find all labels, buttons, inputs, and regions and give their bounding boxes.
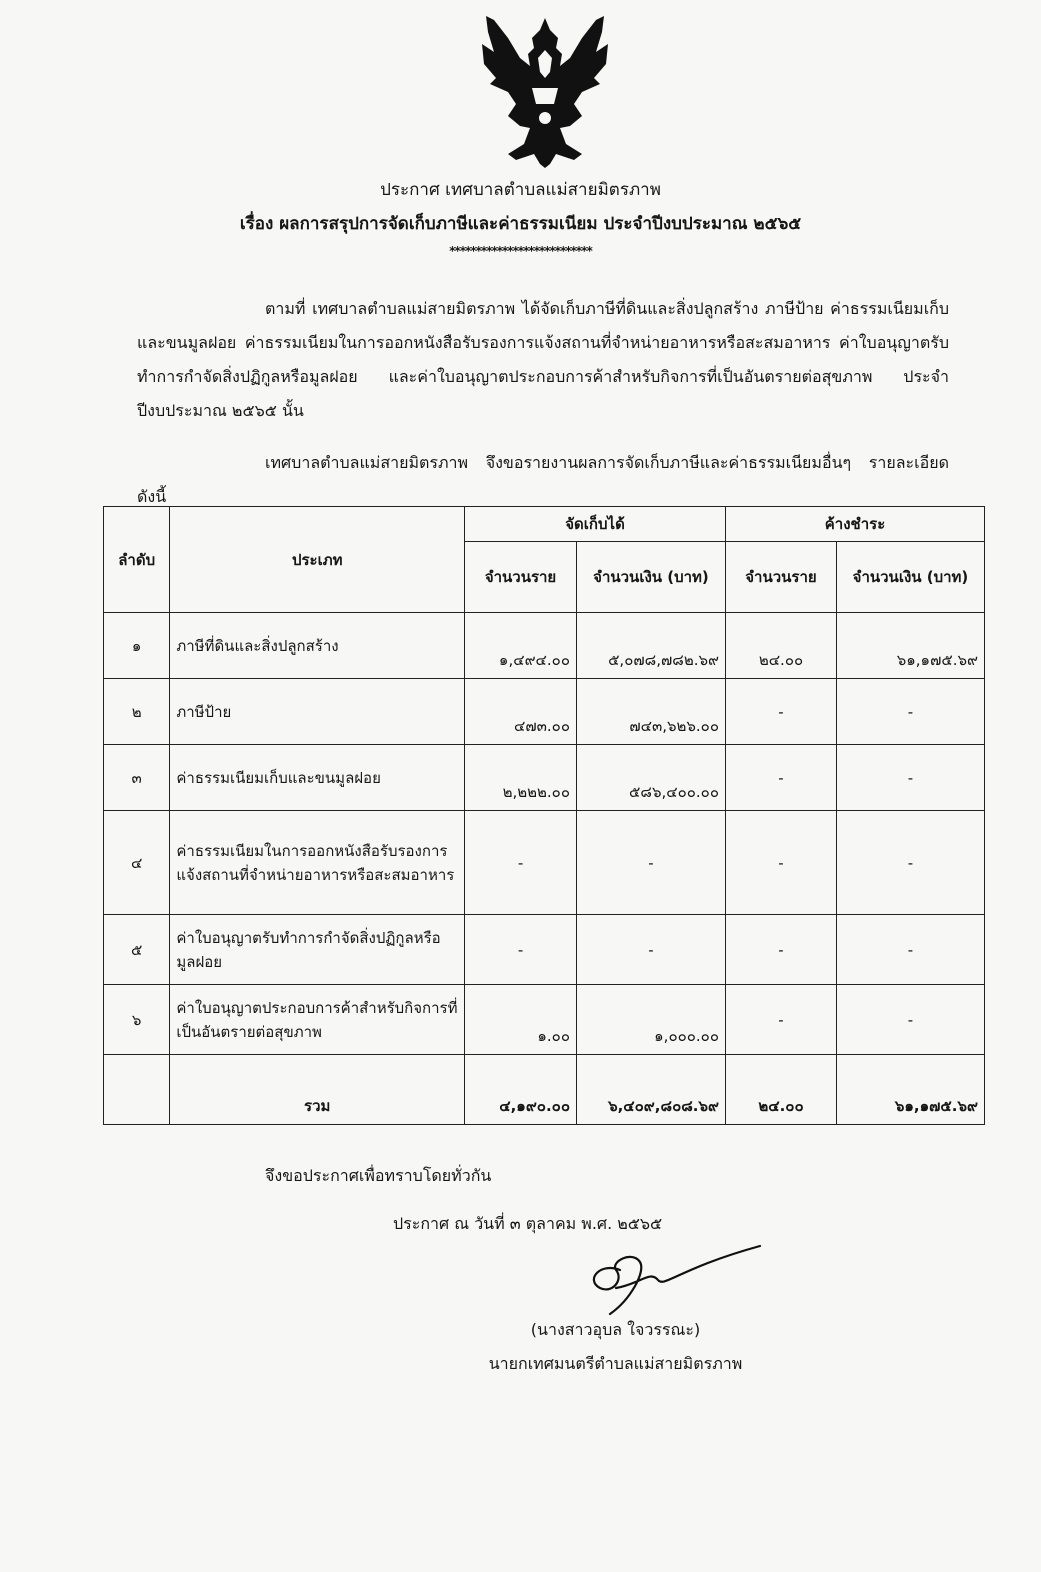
row-outstanding-amount: ๖๑,๑๗๕.๖๙ — [836, 613, 984, 679]
row-collected-amount: - — [576, 915, 725, 985]
announcement-date: ประกาศ ณ วันที่ ๓ ตุลาคม พ.ศ. ๒๕๖๕ — [393, 1214, 663, 1233]
closing-statement: จึงขอประกาศเพื่อทราบโดยทั่วกัน — [265, 1166, 492, 1185]
header-outstanding-amount: จำนวนเงิน (บาท) — [836, 542, 984, 613]
row-outstanding-amount: - — [836, 679, 984, 745]
announcement-title: ประกาศ เทศบาลตำบลแม่สายมิตรภาพ — [380, 180, 661, 200]
header-collected-amount: จำนวนเงิน (บาท) — [576, 542, 725, 613]
row-collected-count: ๑.๐๐ — [465, 985, 577, 1055]
header-collected: จัดเก็บได้ — [465, 507, 726, 542]
row-collected-amount: ๕๘๖,๔๐๐.๐๐ — [576, 745, 725, 811]
total-no — [104, 1055, 170, 1125]
table-row — [104, 613, 985, 679]
table-header-row — [104, 507, 985, 542]
row-outstanding-count: - — [726, 811, 837, 915]
intro-paragraph: ตามที่ เทศบาลตำบลแม่สายมิตรภาพ ได้จัดเก็บภาษีที่ดินและสิ่งปลูกสร้าง ภาษีป้าย ค่าธรรมเนียมเก็บและขนมูลฝอย ค่าธรรมเนียมในการออกหนังสือรับรองการแจ้งสถานที่จำหน่ายอาหารหรือสะสมอาหาร ค่าใบอนุญาตรับทำการกำจัดสิ่งปฏิกูลหรือมูลฝอย และค่าใบอนุญาตประกอบการค้าสำหรับกิจการที่เป็นอันตรายต่อสุขภาพ ประจำปีงบประมาณ ๒๕๖๕ นั้น — [137, 299, 949, 420]
header-outstanding-count: จำนวนราย — [726, 542, 837, 613]
signer-name: (นางสาวอุบล ใจวรรณะ) — [530, 1320, 701, 1339]
table-row — [104, 915, 985, 985]
signature — [580, 1240, 765, 1320]
row-no: ๖ — [104, 985, 170, 1055]
row-no: ๕ — [104, 915, 170, 985]
total-collected-amount: ๖,๔๐๙,๘๐๘.๖๙ — [576, 1055, 725, 1125]
row-collected-count: ๒,๒๒๒.๐๐ — [465, 745, 577, 811]
row-collected-count: ๔๗๓.๐๐ — [465, 679, 577, 745]
row-outstanding-amount: - — [836, 985, 984, 1055]
row-collected-count: - — [465, 811, 577, 915]
row-no: ๓ — [104, 745, 170, 811]
row-type: ภาษีป้าย — [170, 679, 465, 745]
row-type: ค่าใบอนุญาตรับทำการกำจัดสิ่งปฏิกูลหรือมูลฝอย — [170, 915, 465, 985]
row-outstanding-count: - — [726, 745, 837, 811]
header-type: ประเภท — [170, 507, 465, 613]
announcement-subject: เรื่อง ผลการสรุปการจัดเก็บภาษีและค่าธรรมเนียม ประจำปีงบประมาณ ๒๕๖๕ — [239, 214, 802, 234]
total-collected-count: ๔,๑๙๐.๐๐ — [465, 1055, 577, 1125]
separator: *************************** — [449, 244, 592, 258]
row-type: ค่าธรรมเนียมเก็บและขนมูลฝอย — [170, 745, 465, 811]
row-outstanding-count: - — [726, 985, 837, 1055]
row-outstanding-amount: - — [836, 811, 984, 915]
table-row — [104, 679, 985, 745]
row-outstanding-count: - — [726, 679, 837, 745]
row-collected-amount: ๗๔๓,๖๒๖.๐๐ — [576, 679, 725, 745]
row-no: ๑ — [104, 613, 170, 679]
row-outstanding-count: - — [726, 915, 837, 985]
tax-collection-table — [103, 506, 985, 1125]
row-collected-count: - — [465, 915, 577, 985]
row-collected-count: ๑,๔๙๔.๐๐ — [465, 613, 577, 679]
total-row — [104, 1055, 985, 1125]
header-outstanding: ค้างชำระ — [726, 507, 985, 542]
table-row — [104, 811, 985, 915]
total-label: รวม — [170, 1055, 465, 1125]
report-paragraph: เทศบาลตำบลแม่สายมิตรภาพ จึงขอรายงานผลการจัดเก็บภาษีและค่าธรรมเนียมอื่นๆ รายละเอียด ดังนี้ — [137, 453, 949, 506]
row-type: ค่าธรรมเนียมในการออกหนังสือรับรองการแจ้งสถานที่จำหน่ายอาหารหรือสะสมอาหาร — [170, 811, 465, 915]
row-collected-amount: ๕,๐๗๘,๗๘๒.๖๙ — [576, 613, 725, 679]
garuda-emblem — [470, 8, 620, 168]
row-type: ค่าใบอนุญาตประกอบการค้าสำหรับกิจการที่เป็นอันตรายต่อสุขภาพ — [170, 985, 465, 1055]
table-row — [104, 745, 985, 811]
row-no: ๒ — [104, 679, 170, 745]
row-type: ภาษีที่ดินและสิ่งปลูกสร้าง — [170, 613, 465, 679]
header-no: ลำดับ — [104, 507, 170, 613]
row-no: ๔ — [104, 811, 170, 915]
signer-position: นายกเทศมนตรีตำบลแม่สายมิตรภาพ — [488, 1354, 743, 1373]
row-outstanding-amount: - — [836, 745, 984, 811]
row-outstanding-amount: - — [836, 915, 984, 985]
header-collected-count: จำนวนราย — [465, 542, 577, 613]
row-collected-amount: - — [576, 811, 725, 915]
total-outstanding-amount: ๖๑,๑๗๕.๖๙ — [836, 1055, 984, 1125]
row-outstanding-count: ๒๔.๐๐ — [726, 613, 837, 679]
row-collected-amount: ๑,๐๐๐.๐๐ — [576, 985, 725, 1055]
table-row — [104, 985, 985, 1055]
total-outstanding-count: ๒๔.๐๐ — [726, 1055, 837, 1125]
